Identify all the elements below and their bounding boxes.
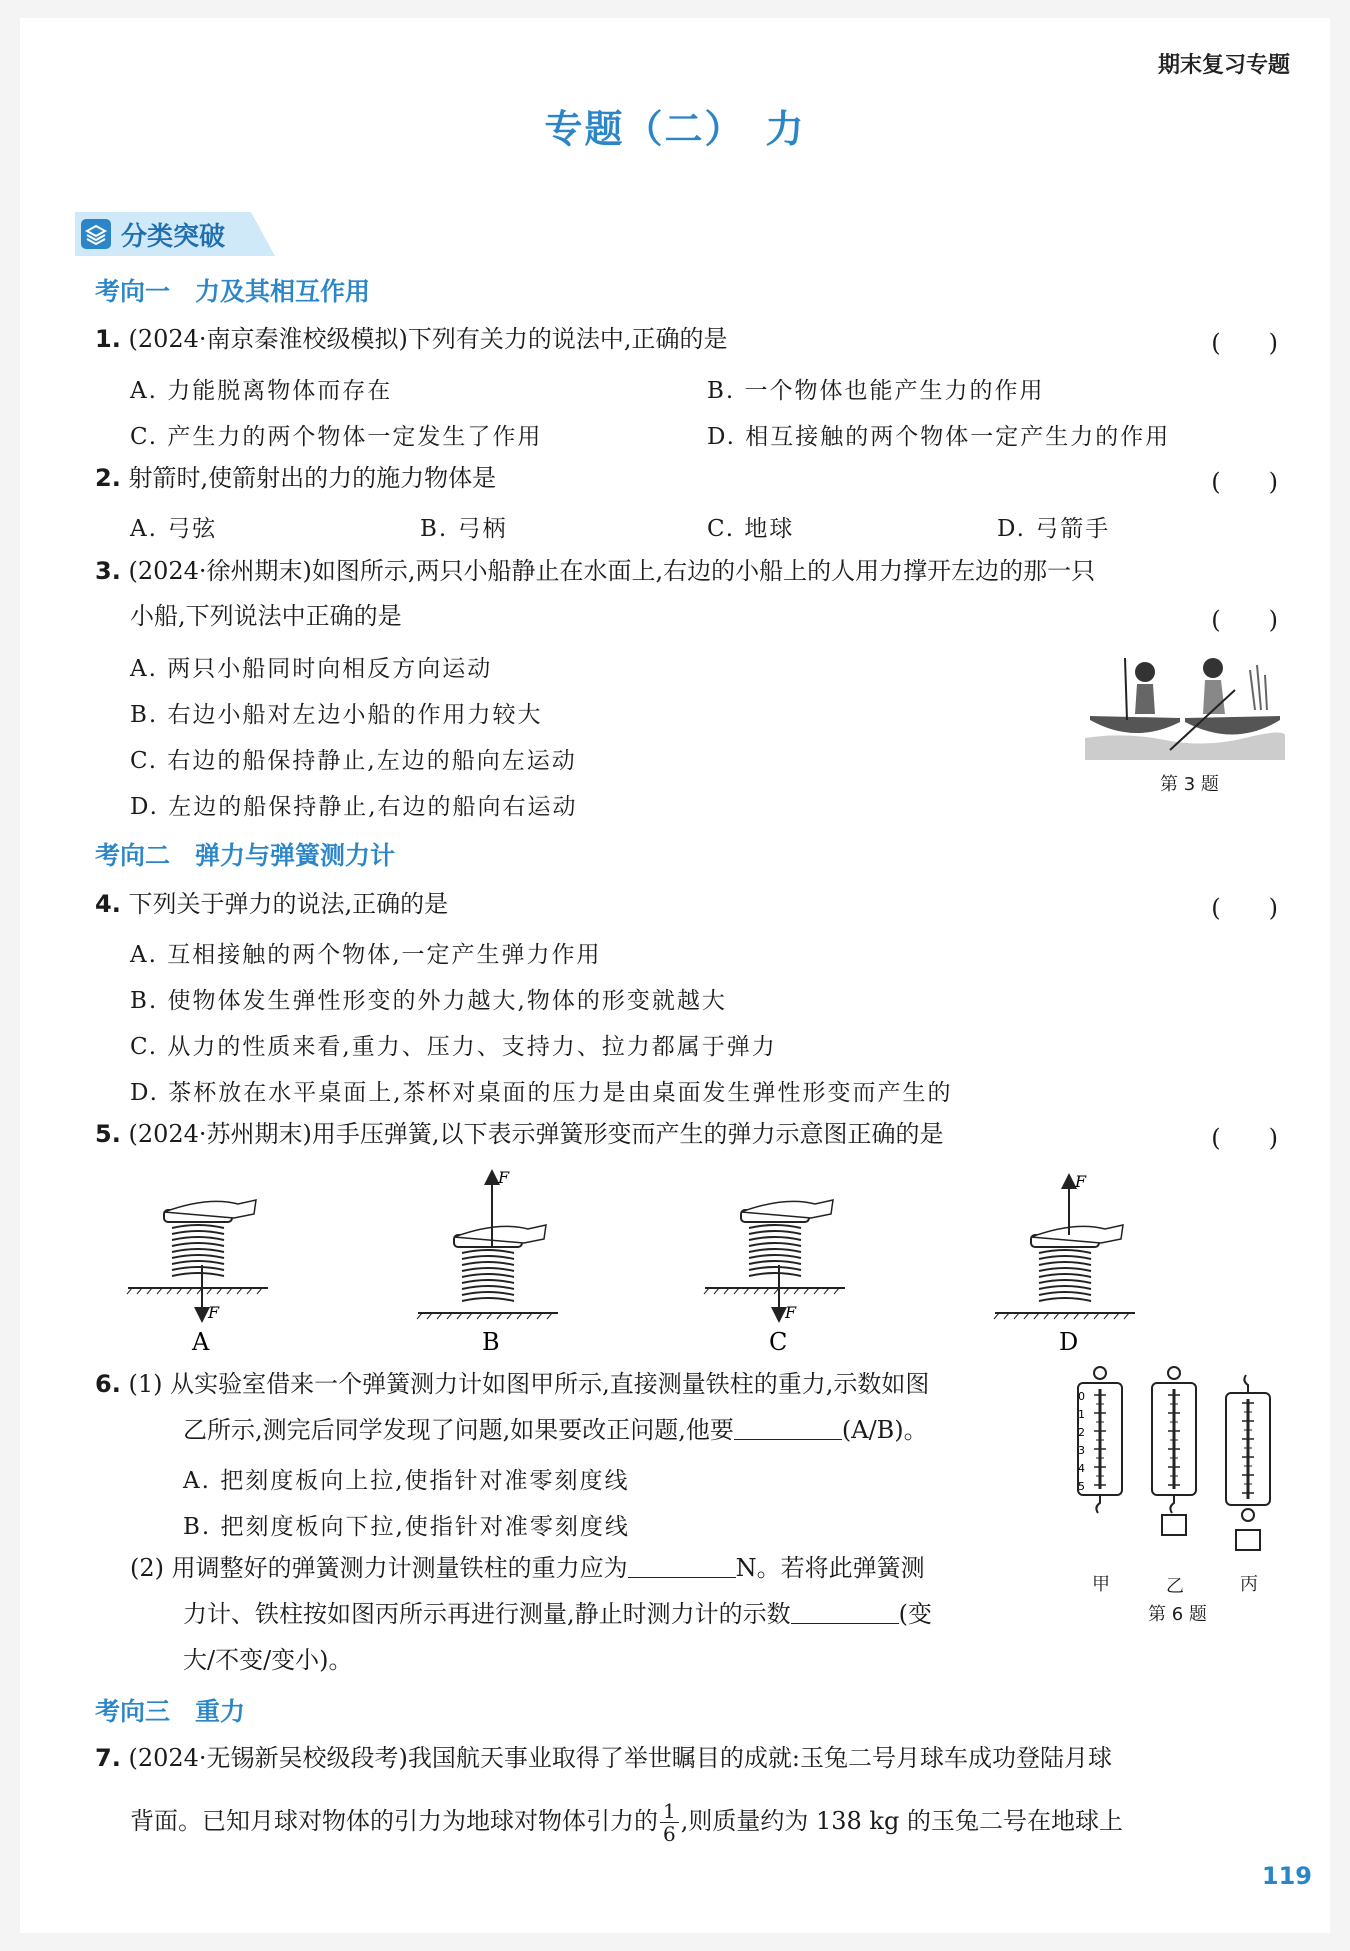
fig-label-bing: 丙 xyxy=(1240,1574,1258,1595)
fig-label-jia: 甲 xyxy=(1092,1574,1110,1595)
figure-caption-6: 第 6 题 xyxy=(1148,1604,1207,1625)
force-label-b: F xyxy=(498,1168,510,1187)
label-c: C xyxy=(769,1328,788,1355)
question-6-part1: 6. (1) 从实验室借来一个弹簧测力计如图甲所示,直接测量铁柱的重力,示数如图 xyxy=(95,1370,930,1398)
question-6-part1-cont: 乙所示,测完后同学发现了问题,如果要改正问题,他要 (A/B)。 xyxy=(183,1416,928,1444)
spring-diagrams xyxy=(120,1165,1160,1355)
question-5: 5. (2024·苏州期末)用手压弹簧,以下表示弹簧形变而产生的弹力示意图正确的是 xyxy=(95,1120,944,1148)
question-3-cont: 小船,下列说法中正确的是 xyxy=(130,602,402,630)
section-banner xyxy=(75,212,305,256)
topic-heading-1: 考向一 力及其相互作用 xyxy=(95,277,371,306)
topic-heading-2: 考向二 弹力与弹簧测力计 xyxy=(95,841,396,870)
answer-paren-1: ( ) xyxy=(1211,329,1278,357)
q1-option-b: B. 一个物体也能产生力的作用 xyxy=(707,378,1045,404)
question-1: 1. (2024·南京秦淮校级模拟)下列有关力的说法中,正确的是 xyxy=(95,325,728,353)
spring-scales-figure xyxy=(1070,1365,1290,1605)
question-4: 4. 下列关于弹力的说法,正确的是 xyxy=(95,890,449,918)
q4-option-b: B. 使物体发生弹性形变的外力越大,物体的形变就越大 xyxy=(130,988,727,1014)
scale-tick-4: 4 xyxy=(1078,1462,1085,1475)
label-b: B xyxy=(482,1328,500,1355)
answer-paren-3: ( ) xyxy=(1211,606,1278,634)
question-2: 2. 射箭时,使箭射出的力的施力物体是 xyxy=(95,464,497,492)
q2-option-c: C. 地球 xyxy=(707,516,795,542)
topic-heading-3: 考向三 重力 xyxy=(95,1697,246,1726)
q1-option-d: D. 相互接触的两个物体一定产生力的作用 xyxy=(707,424,1171,450)
answer-paren-2: ( ) xyxy=(1211,468,1278,496)
q3-option-d: D. 左边的船保持静止,右边的船向右运动 xyxy=(130,794,578,820)
page-number: 119 xyxy=(1261,1862,1312,1890)
question-7-cont: 背面。已知月球对物体的引力为地球对物体引力的 $\frac{1}{6}$ ,则质量约为 138 kg 的玉兔二号在地球上 xyxy=(130,1799,1123,1846)
q4-option-c: C. 从力的性质来看,重力、压力、支持力、拉力都属于弹力 xyxy=(130,1034,777,1060)
question-6-part2-end: 大/不变/变小)。 xyxy=(183,1646,353,1674)
q3-option-c: C. 右边的船保持静止,左边的船向左运动 xyxy=(130,748,577,774)
blank-6-3[interactable] xyxy=(791,1601,899,1624)
boats-figure xyxy=(1085,650,1285,760)
q2-option-d: D. 弓箭手 xyxy=(997,516,1111,542)
q1-option-c: C. 产生力的两个物体一定发生了作用 xyxy=(130,424,543,450)
section-title: 分类突破 xyxy=(121,222,226,252)
q1-option-a: A. 力能脱离物体而存在 xyxy=(130,378,393,404)
blank-6-2[interactable] xyxy=(628,1555,736,1578)
scale-tick-1: 1 xyxy=(1078,1408,1085,1421)
q2-option-b: B. 弓柄 xyxy=(420,516,508,542)
q6-option-b: B. 把刻度板向下拉,使指针对准零刻度线 xyxy=(183,1514,630,1540)
label-d: D xyxy=(1059,1328,1079,1355)
figure-caption-3: 第 3 题 xyxy=(1160,774,1219,795)
fig-label-yi: 乙 xyxy=(1166,1576,1184,1597)
force-label-d: F xyxy=(1075,1172,1087,1191)
fraction-one-sixth: $\frac{1}{6}$ xyxy=(660,1800,679,1845)
answer-paren-4: ( ) xyxy=(1211,894,1278,922)
force-label-a: F xyxy=(208,1303,220,1322)
scale-tick-0: 0 xyxy=(1078,1390,1085,1403)
q4-option-a: A. 互相接触的两个物体,一定产生弹力作用 xyxy=(130,942,602,968)
scale-tick-2: 2 xyxy=(1078,1426,1085,1439)
q2-option-a: A. 弓弦 xyxy=(130,516,218,542)
q3-option-b: B. 右边小船对左边小船的作用力较大 xyxy=(130,702,543,728)
q3-option-a: A. 两只小船同时向相反方向运动 xyxy=(130,656,493,682)
answer-paren-5: ( ) xyxy=(1211,1124,1278,1152)
force-label-c: F xyxy=(785,1303,797,1322)
q4-option-d: D. 茶杯放在水平桌面上,茶杯对桌面的压力是由桌面发生弹性形变而产生的 xyxy=(130,1080,953,1106)
layers-icon xyxy=(81,219,111,249)
question-6-part2-cont: 力计、铁柱按如图丙所示再进行测量,静止时测力计的示数 (变 xyxy=(183,1600,933,1628)
scale-tick-3: 3 xyxy=(1078,1444,1085,1457)
question-6-part2: (2) 用调整好的弹簧测力计测量铁柱的重力应为 N。若将此弹簧测 xyxy=(130,1554,925,1582)
blank-6-1[interactable] xyxy=(734,1417,842,1440)
question-3: 3. (2024·徐州期末)如图所示,两只小船静止在水面上,右边的小船上的人用力撑开左边的那一只 xyxy=(95,557,1096,585)
question-7: 7. (2024·无锡新吴校级段考)我国航天事业取得了举世瞩目的成就:玉兔二号月球车成功登陆月球 xyxy=(95,1744,1112,1772)
label-a: A xyxy=(192,1328,210,1355)
scale-tick-5: 5 xyxy=(1078,1480,1085,1493)
page-title: 专题（二） 力 xyxy=(544,107,806,151)
q6-option-a: A. 把刻度板向上拉,使指针对准零刻度线 xyxy=(183,1468,630,1494)
running-header: 期末复习专题 xyxy=(1157,53,1290,78)
